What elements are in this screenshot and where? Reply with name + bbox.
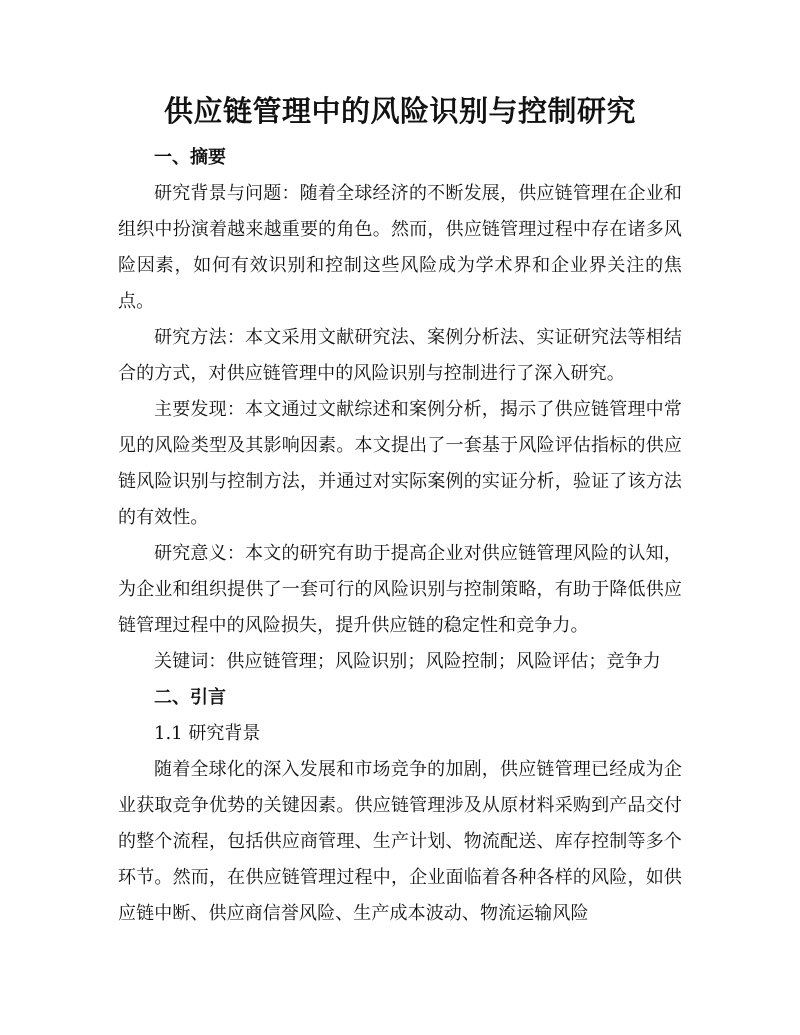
abstract-significance-paragraph: 研究意义：本文的研究有助于提高企业对供应链管理风险的认知，为企业和组织提供了一套可行的风险识别与控制策略，有助于降低供应链管理过程中的风险损失，提升供应链的稳定性和竞争力。: [118, 543, 682, 636]
section-heading-abstract: 一、摘要: [154, 147, 226, 168]
subsection-heading-research-background: 1.1 研究背景: [154, 723, 261, 744]
abstract-findings-paragraph: 主要发现：本文通过文献综述和案例分析，揭示了供应链管理中常见的风险类型及其影响因素。本文提出了一套基于风险评估指标的供应链风险识别与控制方法，并通过对实际案例的实证分析，验证了该方法的有效性。: [118, 399, 682, 528]
document-body: [118, 140, 682, 932]
abstract-background-paragraph: 研究背景与问题：随着全球经济的不断发展，供应链管理在企业和组织中扮演着越来越重要的角色。然而，供应链管理过程中存在诸多风险因素，如何有效识别和控制这些风险成为学术界和企业界关注的焦点。: [118, 183, 682, 312]
section-heading-introduction: 二、引言: [154, 687, 226, 708]
keywords-line: 关键词：供应链管理；风险识别；风险控制；风险评估；竞争力: [154, 651, 661, 672]
introduction-paragraph: 随着全球化的深入发展和市场竞争的加剧，供应链管理已经成为企业获取竞争优势的关键因素。供应链管理涉及从原材料采购到产品交付的整个流程，包括供应商管理、生产计划、物流配送、库存控制等多个环节。然而，在供应链管理过程中，企业面临着各种各样的风险，如供应链中断、供应商信誉风险、生产成本波动、物流运输风险: [118, 759, 682, 924]
document-title: 供应链管理中的风险识别与控制研究: [163, 94, 636, 128]
abstract-method-paragraph: 研究方法：本文采用文献研究法、案例分析法、实证研究法等相结合的方式，对供应链管理中的风险识别与控制进行了深入研究。: [118, 327, 682, 384]
